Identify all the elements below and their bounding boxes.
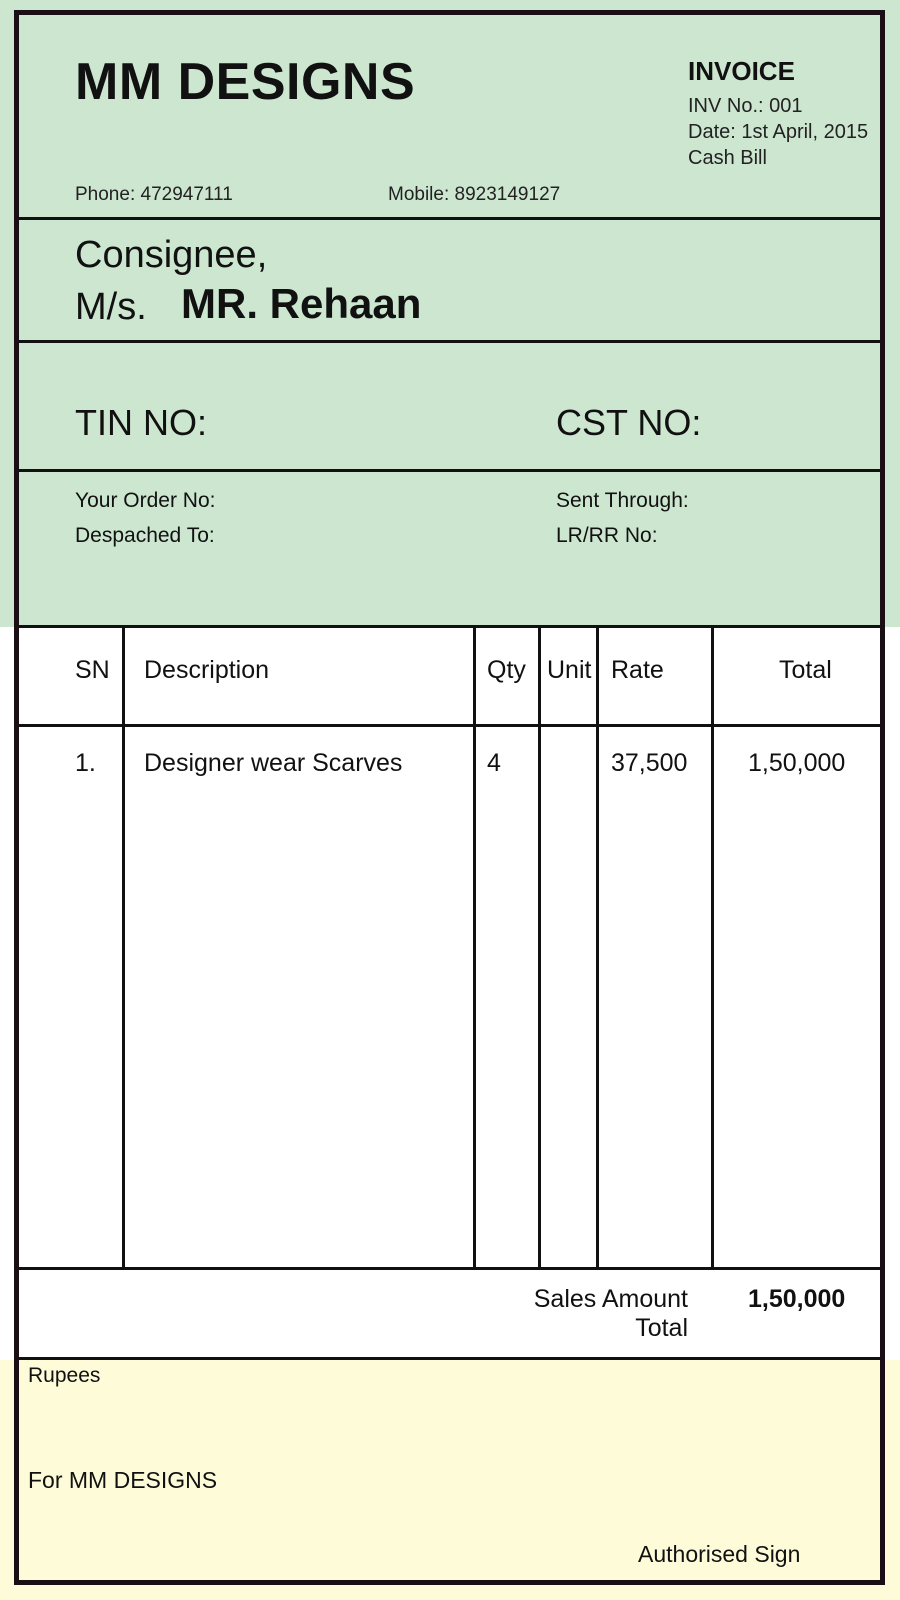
invoice-date: Date: 1st April, 2015 — [688, 121, 869, 143]
header-total: Total — [779, 656, 832, 684]
row-qty: 4 — [487, 749, 501, 777]
sales-amount-label-line1: Sales Amount — [533, 1285, 688, 1313]
header-description: Description — [144, 656, 270, 684]
sales-amount-label-line2: Total — [635, 1314, 688, 1342]
company-phone: Phone: 472947111 — [75, 184, 233, 205]
authorised-sign-label: Authorised Sign — [638, 1541, 801, 1567]
row-rate: 37,500 — [611, 749, 688, 777]
despatched-label: Despached To: — [75, 524, 215, 547]
cst-label: CST NO: — [556, 402, 702, 443]
for-company-label: For MM DESIGNS — [28, 1467, 218, 1493]
consignee-prefix: M/s. — [75, 286, 147, 328]
header-unit: Unit — [547, 656, 592, 684]
header-sn: SN — [75, 656, 110, 684]
tin-label: TIN NO: — [75, 402, 207, 443]
row-total: 1,50,000 — [748, 749, 846, 777]
header-qty: Qty — [487, 656, 526, 684]
company-name: MM DESIGNS — [75, 53, 416, 111]
row-sn: 1. — [75, 749, 96, 777]
header-rate: Rate — [611, 656, 664, 684]
order-no-label: Your Order No: — [75, 489, 216, 512]
invoice-title: INVOICE — [688, 56, 795, 86]
rupees-label: Rupees — [28, 1364, 101, 1387]
lr-rr-label: LR/RR No: — [556, 524, 658, 547]
sent-through-label: Sent Through: — [556, 489, 689, 512]
consignee-name: MR. Rehaan — [181, 280, 422, 327]
sales-amount-label — [534, 1285, 688, 1343]
sales-amount-value: 1,50,000 — [748, 1285, 846, 1313]
invoice-number: INV No.: 001 — [688, 95, 803, 117]
consignee-label: Consignee, — [75, 234, 268, 276]
bill-type: Cash Bill — [688, 147, 767, 169]
company-mobile: Mobile: 8923149127 — [388, 184, 561, 205]
row-description: Designer wear Scarves — [144, 749, 403, 777]
